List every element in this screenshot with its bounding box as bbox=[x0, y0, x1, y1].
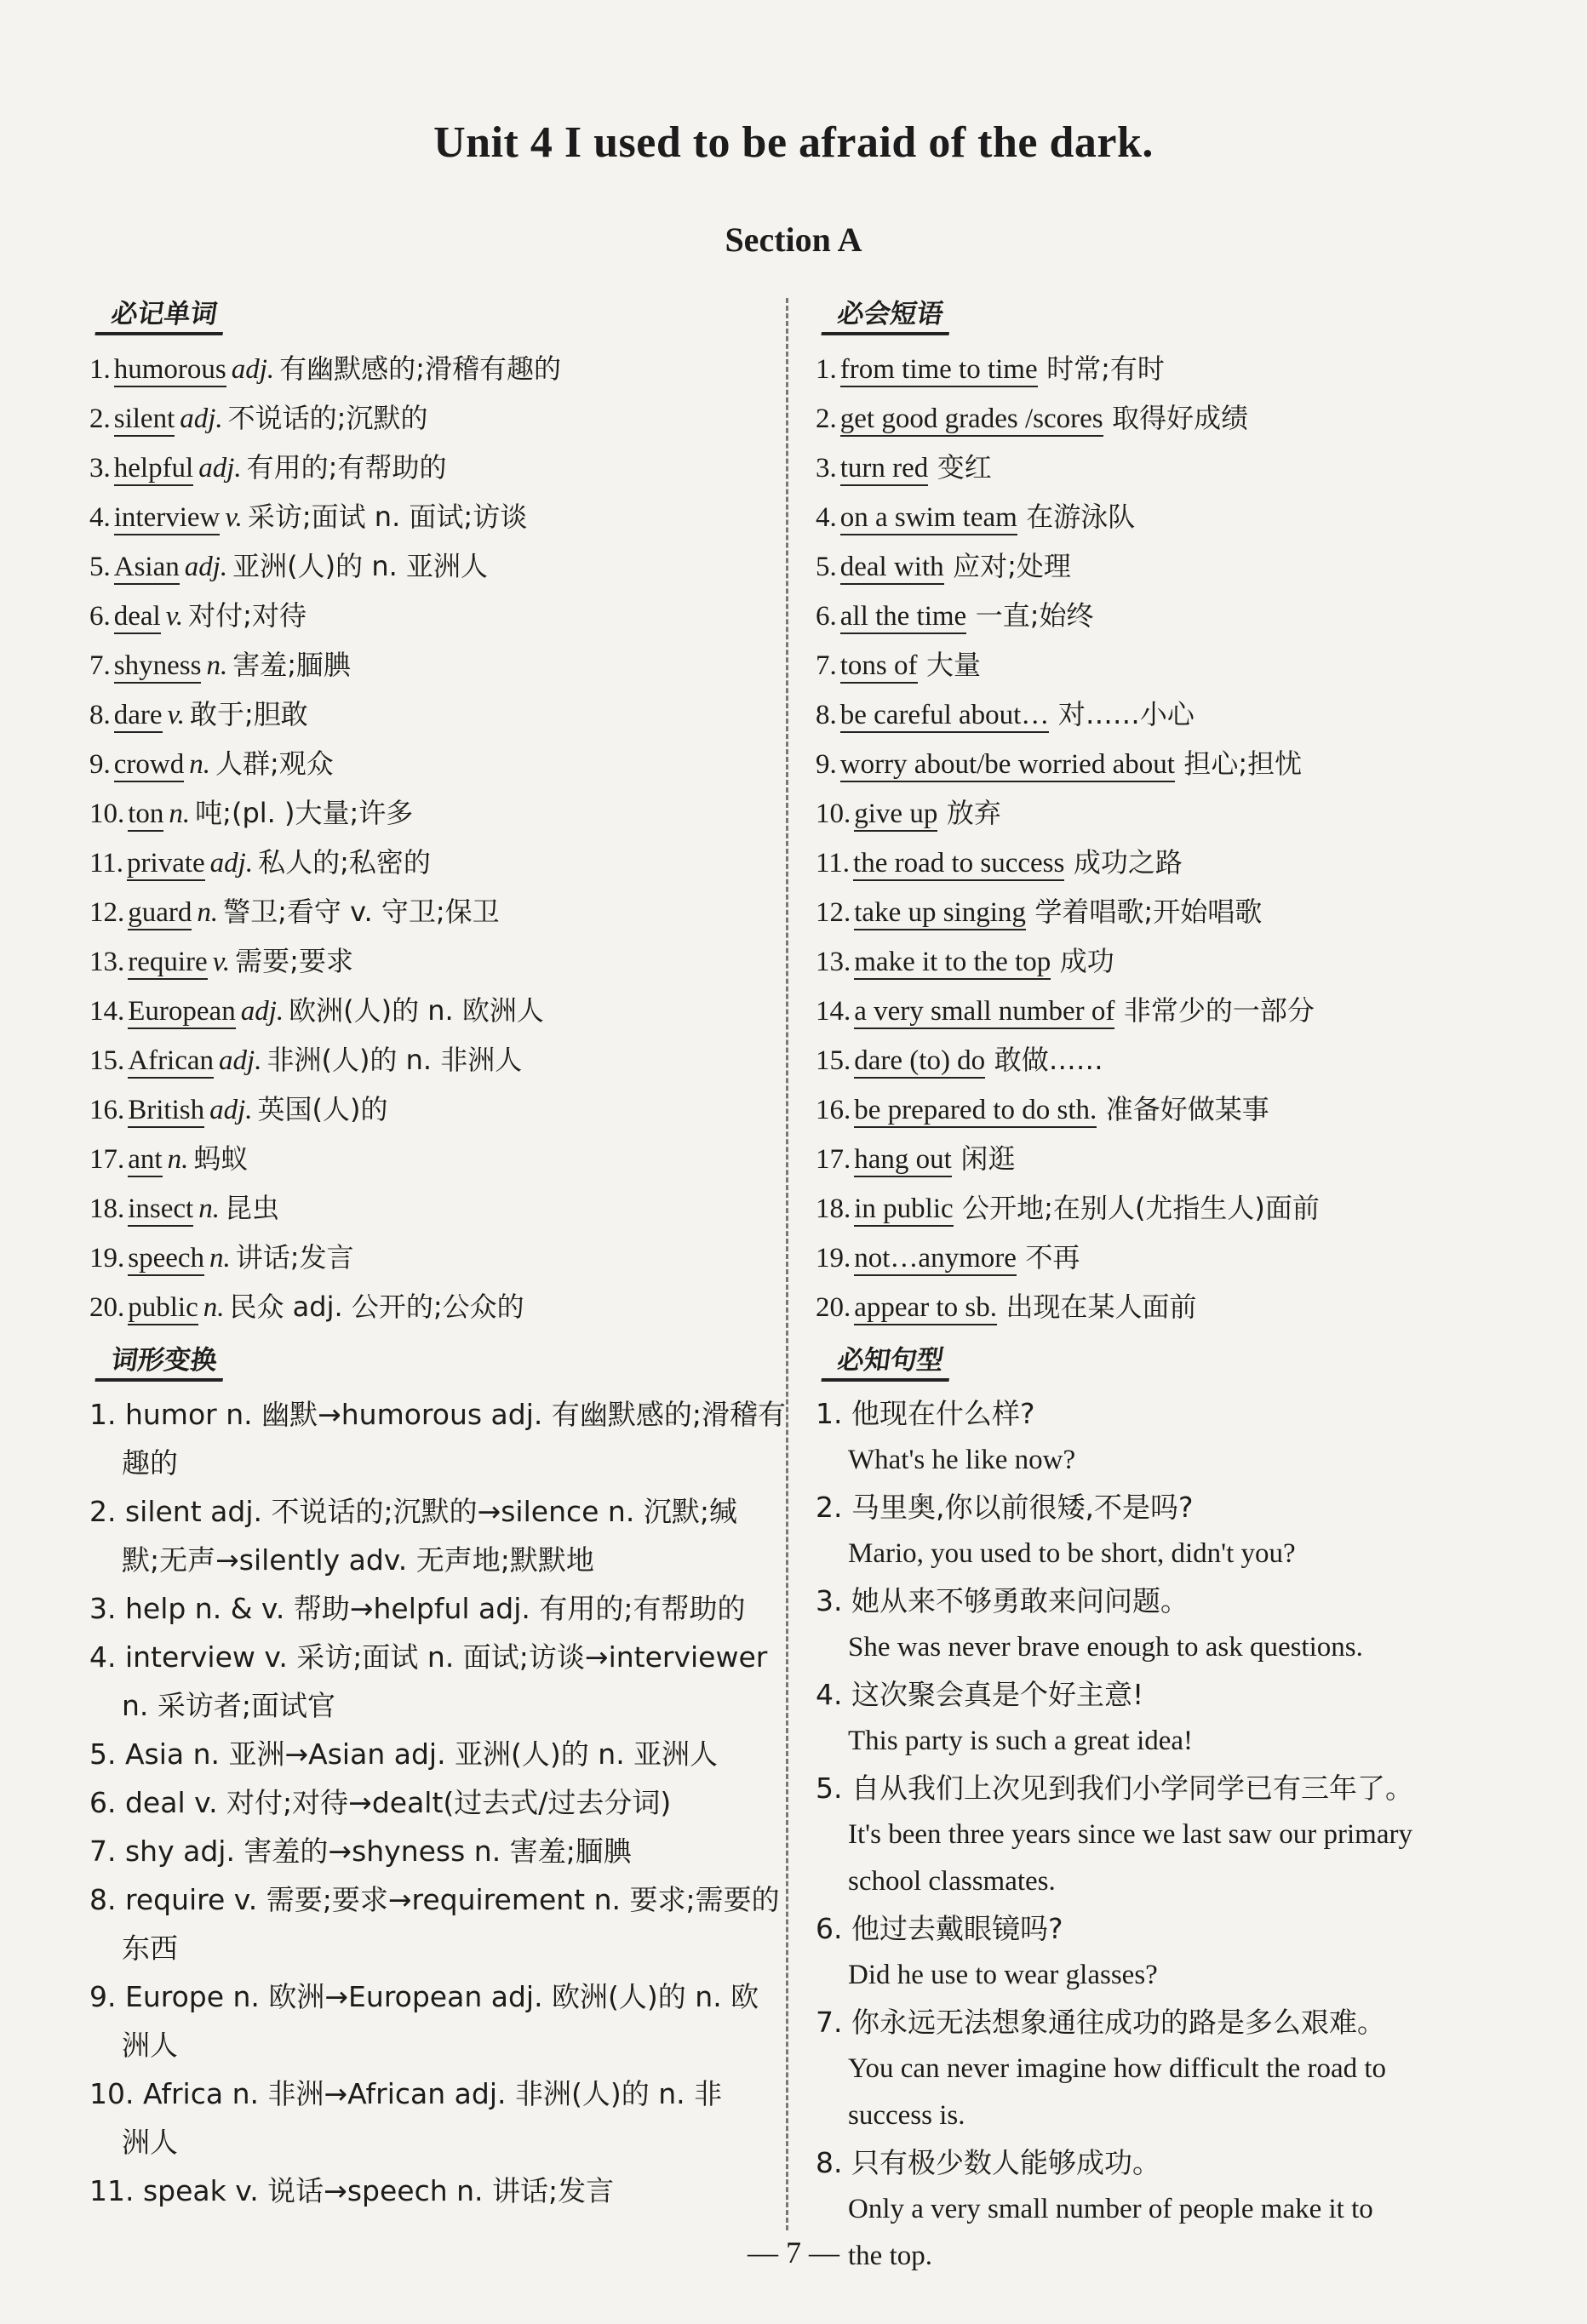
phrase-chinese: 闲逛 bbox=[960, 1142, 1016, 1175]
vocab-word: private bbox=[127, 848, 205, 881]
part-of-speech: adj. bbox=[180, 404, 223, 434]
phrase-english: be careful about… bbox=[840, 700, 1050, 733]
vocab-word: African bbox=[128, 1045, 214, 1079]
vocab-item bbox=[89, 591, 762, 640]
item-number: 13. bbox=[816, 947, 851, 977]
vocab-meaning: 需要;要求 bbox=[235, 945, 353, 977]
part-of-speech: adj. bbox=[209, 848, 254, 879]
sentence-chinese: 1. 他现在什么样? bbox=[816, 1397, 1035, 1430]
phrase-english: tons of bbox=[840, 650, 918, 684]
phrase-english: from time to time bbox=[840, 354, 1038, 387]
phrase-item bbox=[816, 788, 1497, 838]
phrase-item bbox=[816, 1134, 1497, 1183]
vocab-word: Asian bbox=[114, 552, 180, 585]
item-number: 11. bbox=[816, 848, 851, 879]
sentence-english: She was never brave enough to ask questions. bbox=[848, 1632, 1363, 1663]
vocab-item bbox=[89, 344, 762, 393]
column-divider bbox=[786, 298, 788, 2230]
vocab-word: crowd bbox=[114, 749, 184, 782]
phrase-english: be prepared to do sth. bbox=[854, 1095, 1097, 1128]
part-of-speech: adj. bbox=[231, 354, 275, 385]
part-of-speech: n. bbox=[203, 1292, 225, 1323]
phrase-english: not…anymore bbox=[854, 1243, 1017, 1276]
phrase-english: deal with bbox=[840, 552, 944, 585]
word-form-line: 6. deal v. 对付;对待→dealt(过去式/过去分词) bbox=[89, 1786, 672, 1819]
item-number: 6. bbox=[89, 601, 111, 632]
vocab-meaning: 欧洲(人)的 n. 欧洲人 bbox=[289, 994, 544, 1027]
vocab-word: European bbox=[128, 996, 235, 1029]
phrase-item bbox=[816, 936, 1497, 986]
vocab-meaning: 民众 adj. 公开的;公众的 bbox=[229, 1291, 524, 1323]
forms-heading: 词形变换 bbox=[95, 1338, 228, 1382]
phrase-english: give up bbox=[854, 799, 937, 832]
item-number: 15. bbox=[89, 1045, 125, 1076]
right-column bbox=[816, 285, 1497, 2280]
item-number: 12. bbox=[89, 897, 125, 928]
item-number: 2. bbox=[89, 404, 111, 434]
vocab-meaning: 有幽默感的;滑稽有趣的 bbox=[279, 352, 561, 385]
phrase-item bbox=[816, 1183, 1497, 1233]
item-number: 6. bbox=[816, 601, 837, 632]
vocab-item bbox=[89, 393, 762, 443]
item-number: 18. bbox=[816, 1193, 851, 1224]
phrase-chinese: 时常;有时 bbox=[1046, 352, 1165, 385]
word-form-line: 东西 bbox=[122, 1932, 178, 1965]
vocab-item bbox=[89, 1085, 762, 1134]
phrase-item bbox=[816, 690, 1497, 739]
phrase-english: in public bbox=[854, 1193, 953, 1227]
vocab-item bbox=[89, 1282, 762, 1331]
sentence-english: This party is such a great idea! bbox=[848, 1726, 1194, 1756]
vocab-item bbox=[89, 1035, 762, 1085]
item-number: 19. bbox=[89, 1243, 125, 1274]
item-number: 9. bbox=[816, 749, 837, 780]
phrase-chinese: 公开地;在别人(尤指生人)面前 bbox=[962, 1192, 1320, 1224]
phrase-item bbox=[816, 1085, 1497, 1134]
part-of-speech: adj. bbox=[219, 1045, 262, 1076]
item-number: 10. bbox=[89, 799, 125, 829]
vocab-word: silent bbox=[114, 404, 175, 437]
word-form-line: 默;无声→silently adv. 无声地;默默地 bbox=[122, 1543, 594, 1577]
sentence-english: It's been three years since we last saw our primary bbox=[848, 1819, 1412, 1850]
phrase-chinese: 应对;处理 bbox=[953, 550, 1071, 582]
phrase-item bbox=[816, 986, 1497, 1035]
part-of-speech: adj. bbox=[184, 552, 228, 582]
item-number: 3. bbox=[89, 453, 111, 484]
item-number: 20. bbox=[89, 1292, 125, 1323]
part-of-speech: v. bbox=[167, 700, 185, 730]
item-number: 12. bbox=[816, 897, 851, 928]
phrase-chinese: 成功 bbox=[1059, 945, 1114, 977]
phrase-english: turn red bbox=[840, 453, 929, 486]
vocab-meaning: 害羞;腼腆 bbox=[232, 649, 351, 681]
item-number: 2. bbox=[816, 404, 837, 434]
word-form-line: 2. silent adj. 不说话的;沉默的→silence n. 沉默;缄 bbox=[89, 1495, 737, 1528]
item-number: 1. bbox=[89, 354, 111, 385]
phrase-chinese: 敢做…… bbox=[994, 1044, 1103, 1076]
vocab-meaning: 私人的;私密的 bbox=[258, 846, 431, 879]
item-number: 8. bbox=[816, 700, 837, 730]
part-of-speech: v. bbox=[212, 947, 231, 977]
sentence-chinese: 4. 这次聚会真是个好主意! bbox=[816, 1678, 1144, 1711]
item-number: 17. bbox=[89, 1144, 125, 1175]
part-of-speech: n. bbox=[169, 799, 191, 829]
part-of-speech: adj. bbox=[240, 996, 284, 1027]
phrase-chinese: 担心;担忧 bbox=[1183, 747, 1303, 780]
part-of-speech: adj. bbox=[209, 1095, 253, 1125]
part-of-speech: n. bbox=[209, 1243, 231, 1274]
vocab-item bbox=[89, 1134, 762, 1183]
phrase-item bbox=[816, 1233, 1497, 1282]
phrase-chinese: 取得好成绩 bbox=[1112, 402, 1249, 434]
word-form-line: 趣的 bbox=[122, 1446, 178, 1480]
sentence-english: the top. bbox=[848, 2241, 932, 2271]
vocab-word: British bbox=[128, 1095, 204, 1128]
phrase-item bbox=[816, 591, 1497, 640]
vocab-item bbox=[89, 443, 762, 492]
word-form-line: 1. humor n. 幽默→humorous adj. 有幽默感的;滑稽有 bbox=[89, 1398, 786, 1431]
phrase-chinese: 放弃 bbox=[946, 797, 1001, 829]
item-number: 4. bbox=[816, 502, 837, 533]
word-form-line: 10. Africa n. 非洲→African adj. 非洲(人)的 n. 非 bbox=[89, 2077, 723, 2110]
vocab-meaning: 对付;对待 bbox=[188, 599, 307, 632]
vocab-item bbox=[89, 541, 762, 591]
phrase-item bbox=[816, 443, 1497, 492]
sentence-english: Did he use to wear glasses? bbox=[848, 1960, 1158, 1990]
vocab-word: ton bbox=[128, 799, 163, 832]
vocab-word: public bbox=[128, 1292, 198, 1325]
phrase-english: all the time bbox=[840, 601, 966, 634]
item-number: 10. bbox=[816, 799, 851, 829]
vocab-word: shyness bbox=[114, 650, 202, 684]
phrase-chinese: 一直;始终 bbox=[975, 599, 1094, 632]
phrase-english: hang out bbox=[854, 1144, 952, 1177]
item-number: 8. bbox=[89, 700, 111, 730]
item-number: 4. bbox=[89, 502, 111, 533]
sentence-english: Mario, you used to be short, didn't you? bbox=[848, 1538, 1296, 1569]
vocab-meaning: 蚂蚁 bbox=[193, 1142, 249, 1175]
vocab-meaning: 吨;(pl. )大量;许多 bbox=[195, 797, 414, 829]
phrase-chinese: 成功之路 bbox=[1073, 846, 1183, 879]
sentences-list bbox=[816, 1390, 1497, 2280]
phrase-item bbox=[816, 1035, 1497, 1085]
item-number: 1. bbox=[816, 354, 837, 385]
item-number: 18. bbox=[89, 1193, 125, 1224]
vocab-meaning: 敢于;胆敢 bbox=[190, 698, 308, 730]
word-form-line: 7. shy adj. 害羞的→shyness n. 害羞;腼腆 bbox=[89, 1835, 632, 1868]
vocab-word: insect bbox=[128, 1193, 193, 1227]
vocab-meaning: 讲话;发言 bbox=[235, 1241, 354, 1274]
vocab-word: dare bbox=[114, 700, 163, 733]
item-number: 9. bbox=[89, 749, 111, 780]
sentence-chinese: 2. 马里奥,你以前很矮,不是吗? bbox=[816, 1491, 1194, 1524]
sentence-english: What's he like now? bbox=[848, 1445, 1076, 1475]
item-number: 5. bbox=[89, 552, 111, 582]
word-form-line: 11. speak v. 说话→speech n. 讲话;发言 bbox=[89, 2174, 615, 2207]
phrase-chinese: 大量 bbox=[926, 649, 982, 681]
vocab-heading: 必记单词 bbox=[95, 292, 228, 335]
item-number: 14. bbox=[816, 996, 851, 1027]
vocab-meaning: 人群;观众 bbox=[215, 747, 334, 780]
page-number: — 7 — bbox=[748, 2235, 839, 2270]
phrase-chinese: 变红 bbox=[937, 451, 992, 484]
vocab-word: ant bbox=[128, 1144, 162, 1177]
vocab-list bbox=[89, 344, 762, 1331]
part-of-speech: n. bbox=[197, 897, 219, 928]
word-form-line: 8. require v. 需要;要求→requirement n. 要求;需要的 bbox=[89, 1883, 780, 1916]
part-of-speech: v. bbox=[165, 601, 184, 632]
sentence-english: Only a very small number of people make it to bbox=[848, 2194, 1373, 2224]
phrase-chinese: 对……小心 bbox=[1057, 698, 1195, 730]
vocab-item bbox=[89, 838, 762, 887]
phrase-english: on a swim team bbox=[840, 502, 1017, 535]
phrase-chinese: 在游泳队 bbox=[1026, 501, 1136, 533]
word-form-line: 3. help n. & v. 帮助→helpful adj. 有用的;有帮助的 bbox=[89, 1592, 746, 1625]
section-title: Section A bbox=[725, 220, 862, 259]
item-number: 11. bbox=[89, 848, 124, 879]
phrase-item bbox=[816, 739, 1497, 788]
vocab-item bbox=[89, 936, 762, 986]
phrase-chinese: 准备好做某事 bbox=[1105, 1093, 1269, 1125]
phrase-chinese: 非常少的一部分 bbox=[1123, 994, 1315, 1027]
word-form-line: n. 采访者;面试官 bbox=[122, 1689, 336, 1722]
phrase-english: a very small number of bbox=[854, 996, 1114, 1029]
part-of-speech: n. bbox=[167, 1144, 189, 1175]
sentence-english: school classmates. bbox=[848, 1866, 1056, 1897]
sentence-english: success is. bbox=[848, 2100, 965, 2131]
sentence-chinese: 6. 他过去戴眼镜吗? bbox=[816, 1912, 1063, 1945]
item-number: 13. bbox=[89, 947, 125, 977]
phrases-list bbox=[816, 344, 1497, 1331]
phrase-chinese: 学着唱歌;开始唱歌 bbox=[1034, 896, 1263, 928]
sentence-chinese: 5. 自从我们上次见到我们小学同学已有三年了。 bbox=[816, 1772, 1413, 1805]
phrase-item bbox=[816, 541, 1497, 591]
vocab-meaning: 亚洲(人)的 n. 亚洲人 bbox=[232, 550, 488, 582]
phrase-item bbox=[816, 344, 1497, 393]
vocab-meaning: 有用的;有帮助的 bbox=[246, 451, 447, 484]
item-number: 20. bbox=[816, 1292, 851, 1323]
phrase-item bbox=[816, 838, 1497, 887]
vocab-meaning: 昆虫 bbox=[224, 1192, 279, 1224]
phrase-english: make it to the top bbox=[854, 947, 1051, 980]
word-form-line: 4. interview v. 采访;面试 n. 面试;访谈→interviewer bbox=[89, 1640, 768, 1674]
phrase-english: take up singing bbox=[854, 897, 1026, 930]
item-number: 16. bbox=[89, 1095, 125, 1125]
phrase-english: worry about/be worried about bbox=[840, 749, 1175, 782]
vocab-item bbox=[89, 986, 762, 1035]
vocab-meaning: 不说话的;沉默的 bbox=[227, 402, 428, 434]
phrase-english: the road to success bbox=[853, 848, 1064, 881]
phrase-chinese: 出现在某人面前 bbox=[1005, 1291, 1197, 1323]
item-number: 15. bbox=[816, 1045, 851, 1076]
sentence-english: You can never imagine how difficult the road to bbox=[848, 2053, 1387, 2084]
part-of-speech: n. bbox=[189, 749, 210, 780]
word-form-line: 9. Europe n. 欧洲→European adj. 欧洲(人)的 n. 欧 bbox=[89, 1980, 759, 2013]
item-number: 3. bbox=[816, 453, 837, 484]
vocab-item bbox=[89, 887, 762, 936]
vocab-meaning: 英国(人)的 bbox=[257, 1093, 388, 1125]
phrase-chinese: 不再 bbox=[1025, 1241, 1080, 1274]
sentences-heading: 必知句型 bbox=[821, 1338, 954, 1382]
vocab-item bbox=[89, 640, 762, 690]
vocab-word: guard bbox=[128, 897, 192, 930]
phrase-item bbox=[816, 393, 1497, 443]
forms-list bbox=[89, 1390, 786, 2215]
item-number: 16. bbox=[816, 1095, 851, 1125]
vocab-item bbox=[89, 690, 762, 739]
item-number: 19. bbox=[816, 1243, 851, 1274]
item-number: 7. bbox=[89, 650, 111, 681]
item-number: 5. bbox=[816, 552, 837, 582]
vocab-word: humorous bbox=[114, 354, 226, 387]
vocab-meaning: 警卫;看守 v. 守卫;保卫 bbox=[223, 896, 500, 928]
phrase-item bbox=[816, 492, 1497, 541]
phrase-english: dare (to) do bbox=[854, 1045, 985, 1079]
word-form-line: 5. Asia n. 亚洲→Asian adj. 亚洲(人)的 n. 亚洲人 bbox=[89, 1737, 719, 1771]
vocab-meaning: 非洲(人)的 n. 非洲人 bbox=[266, 1044, 523, 1076]
phrase-item bbox=[816, 1282, 1497, 1331]
vocab-word: interview bbox=[114, 502, 221, 535]
part-of-speech: n. bbox=[198, 1193, 220, 1224]
item-number: 7. bbox=[816, 650, 837, 681]
vocab-word: helpful bbox=[114, 453, 193, 486]
vocab-item bbox=[89, 1233, 762, 1282]
part-of-speech: v. bbox=[225, 502, 243, 533]
sentence-chinese: 3. 她从来不够勇敢来问问题。 bbox=[816, 1584, 1189, 1617]
left-column bbox=[89, 285, 786, 2215]
item-number: 17. bbox=[816, 1144, 851, 1175]
phrase-item bbox=[816, 887, 1497, 936]
sentence-chinese: 8. 只有极少数人能够成功。 bbox=[816, 2146, 1160, 2179]
phrase-english: get good grades /scores bbox=[840, 404, 1103, 437]
vocab-meaning: 采访;面试 n. 面试;访谈 bbox=[247, 501, 528, 533]
phrases-heading: 必会短语 bbox=[821, 292, 954, 335]
unit-title: Unit 4 I used to be afraid of the dark. bbox=[433, 118, 1154, 167]
vocab-word: deal bbox=[114, 601, 161, 634]
part-of-speech: n. bbox=[206, 650, 228, 681]
phrase-item bbox=[816, 640, 1497, 690]
vocab-item bbox=[89, 492, 762, 541]
phrase-english: appear to sb. bbox=[854, 1292, 997, 1325]
sentence-chinese: 7. 你永远无法想象通往成功的路是多么艰难。 bbox=[816, 2006, 1385, 2039]
item-number: 14. bbox=[89, 996, 125, 1027]
vocab-item bbox=[89, 739, 762, 788]
word-form-line: 洲人 bbox=[122, 2029, 178, 2062]
part-of-speech: adj. bbox=[198, 453, 242, 484]
vocab-item bbox=[89, 1183, 762, 1233]
vocab-word: require bbox=[128, 947, 207, 980]
word-form-line: 洲人 bbox=[122, 2126, 178, 2159]
vocab-item bbox=[89, 788, 762, 838]
vocab-word: speech bbox=[128, 1243, 204, 1276]
